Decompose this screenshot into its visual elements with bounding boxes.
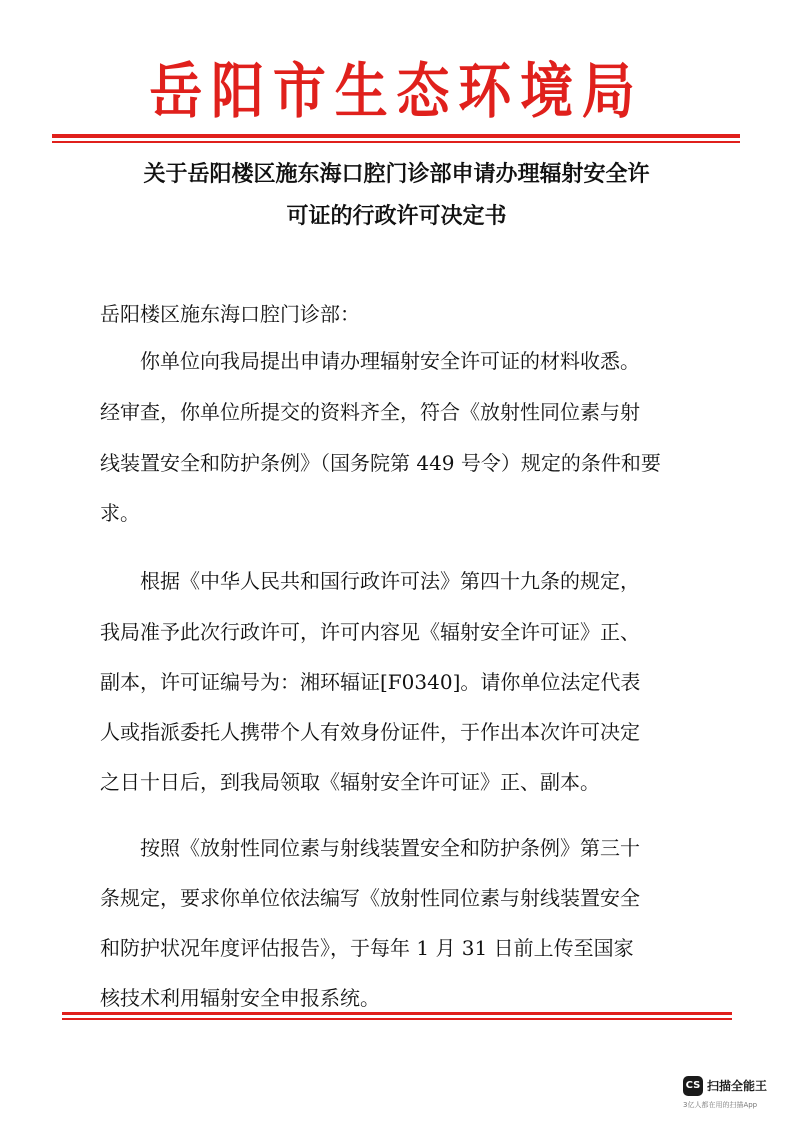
watermark-tagline: 3亿人都在用的扫描App [683, 1101, 758, 1109]
paragraph-3-line-2: 条规定，要求你单位依法编写《放射性同位素与射线装置安全 [100, 886, 640, 910]
letterhead-red-rule-thin [52, 141, 740, 143]
paragraph-3-line-4: 核技术利用辐射安全申报系统。 [100, 986, 380, 1010]
camscanner-logo-icon: CS [683, 1076, 703, 1096]
footer-red-rule-thin [62, 1018, 732, 1020]
paragraph-2-line-1: 根据《中华人民共和国行政许可法》第四十九条的规定， [140, 569, 640, 593]
paragraph-1-line-1: 你单位向我局提出申请办理辐射安全许可证的材料收悉。 [140, 349, 640, 373]
document-title-line-2: 可证的行政许可决定书 [286, 204, 507, 229]
paragraph-1-line-3: 线装置安全和防护条例》（国务院第 449 号令）规定的条件和要 [100, 451, 661, 475]
paragraph-3-line-1: 按照《放射性同位素与射线装置安全和防护条例》第三十 [140, 836, 640, 860]
paragraph-1-line-2: 经审查，你单位所提交的资料齐全，符合《放射性同位素与射 [100, 400, 640, 424]
paragraph-2-line-5: 之日十日后，到我局领取《辐射安全许可证》正、副本。 [100, 770, 600, 794]
paragraph-2-line-4: 人或指派委托人携带个人有效身份证件，于作出本次许可决定 [100, 720, 640, 744]
watermark-app-name: 扫描全能王 [707, 1079, 768, 1093]
footer-red-rule-thick [62, 1012, 732, 1015]
document-title [60, 154, 733, 238]
paragraph-2-line-3: 副本，许可证编号为：湘环辐证[F0340]。请你单位法定代表 [100, 670, 641, 694]
document-title-line-1: 关于岳阳楼区施东海口腔门诊部申请办理辐射安全许 [143, 162, 650, 187]
paragraph-3-line-3: 和防护状况年度评估报告》，于每年 1 月 31 日前上传至国家 [100, 936, 634, 960]
paragraph-2-line-2: 我局准予此次行政许可，许可内容见《辐射安全许可证》正、 [100, 620, 640, 644]
paragraph-1-line-4: 求。 [100, 501, 140, 525]
letterhead-red-rule-thick [52, 134, 740, 138]
addressee: 岳阳楼区施东海口腔门诊部： [100, 302, 360, 326]
scanner-watermark [683, 1076, 787, 1116]
letterhead-org-name: 岳阳市生态环境局 [149, 57, 644, 127]
